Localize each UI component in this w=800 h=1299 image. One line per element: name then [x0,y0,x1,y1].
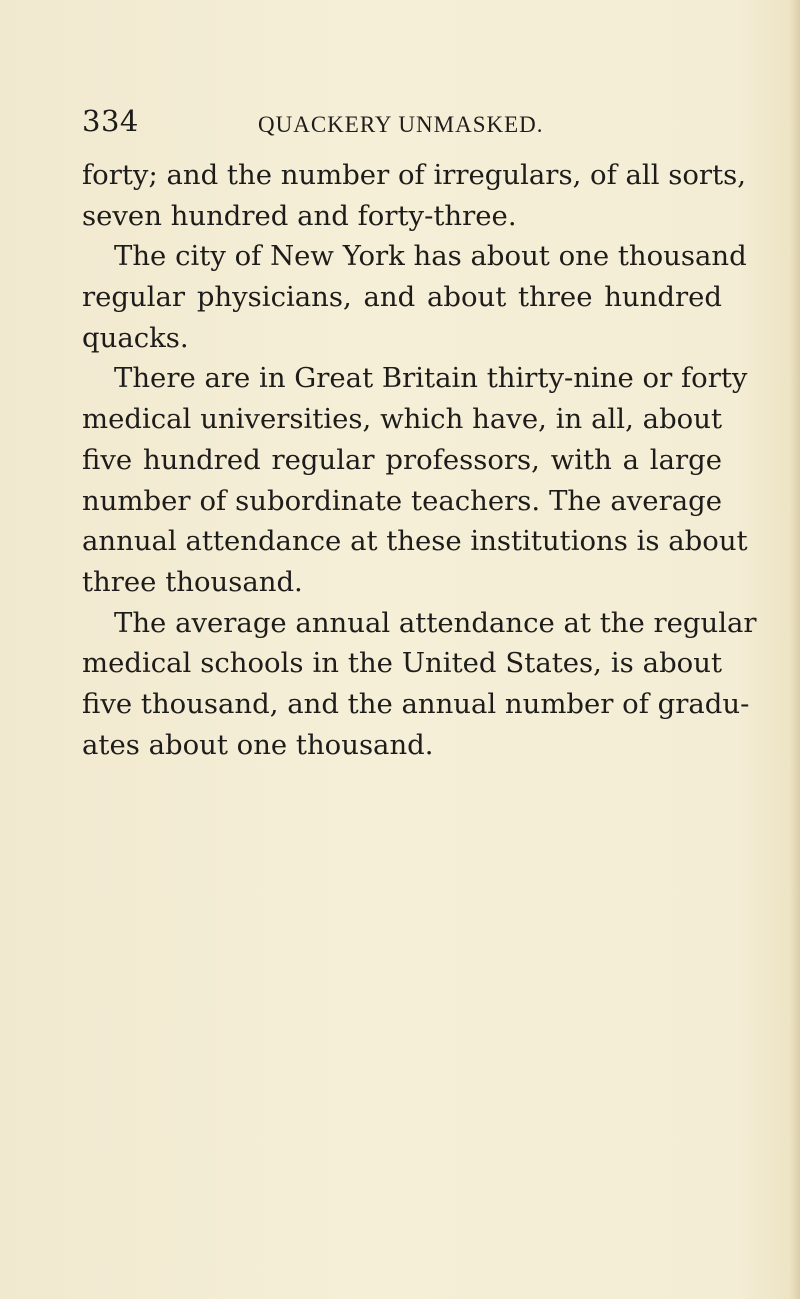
page-edge-shadow [790,0,800,1299]
text-line: regular physicians, and about three hundred [82,281,722,314]
text-line: medical universities, which have, in all, about [82,403,722,436]
text-line: annual attendance at these institutions is about [82,525,748,558]
running-title: QUACKERY UNMASKED. [258,112,544,137]
paragraph-start-line: The average annual attendance at the regular [114,606,757,639]
text-line: three thousand. [82,565,303,598]
text-line: five hundred regular professors, with a large [82,443,722,476]
text-line: five thousand, and the annual number of gradu- [82,687,750,720]
text-line: seven hundred and forty-three. [82,199,517,232]
paragraph-start-line: The city of New York has about one thousand [114,240,747,273]
text-line: forty; and the number of irregulars, of all sorts, [82,159,746,191]
text-line: medical schools in the United States, is about [82,647,722,680]
running-head [82,104,718,144]
paragraph-start-line: There are in Great Britain thirty-nine or forty [114,362,748,395]
text-line: number of subordinate teachers. The average [82,484,722,517]
body-text [82,155,757,765]
page-number: 334 [82,104,139,138]
text-line: ates about one thousand. [82,728,434,761]
text-line: quacks. [82,321,189,354]
